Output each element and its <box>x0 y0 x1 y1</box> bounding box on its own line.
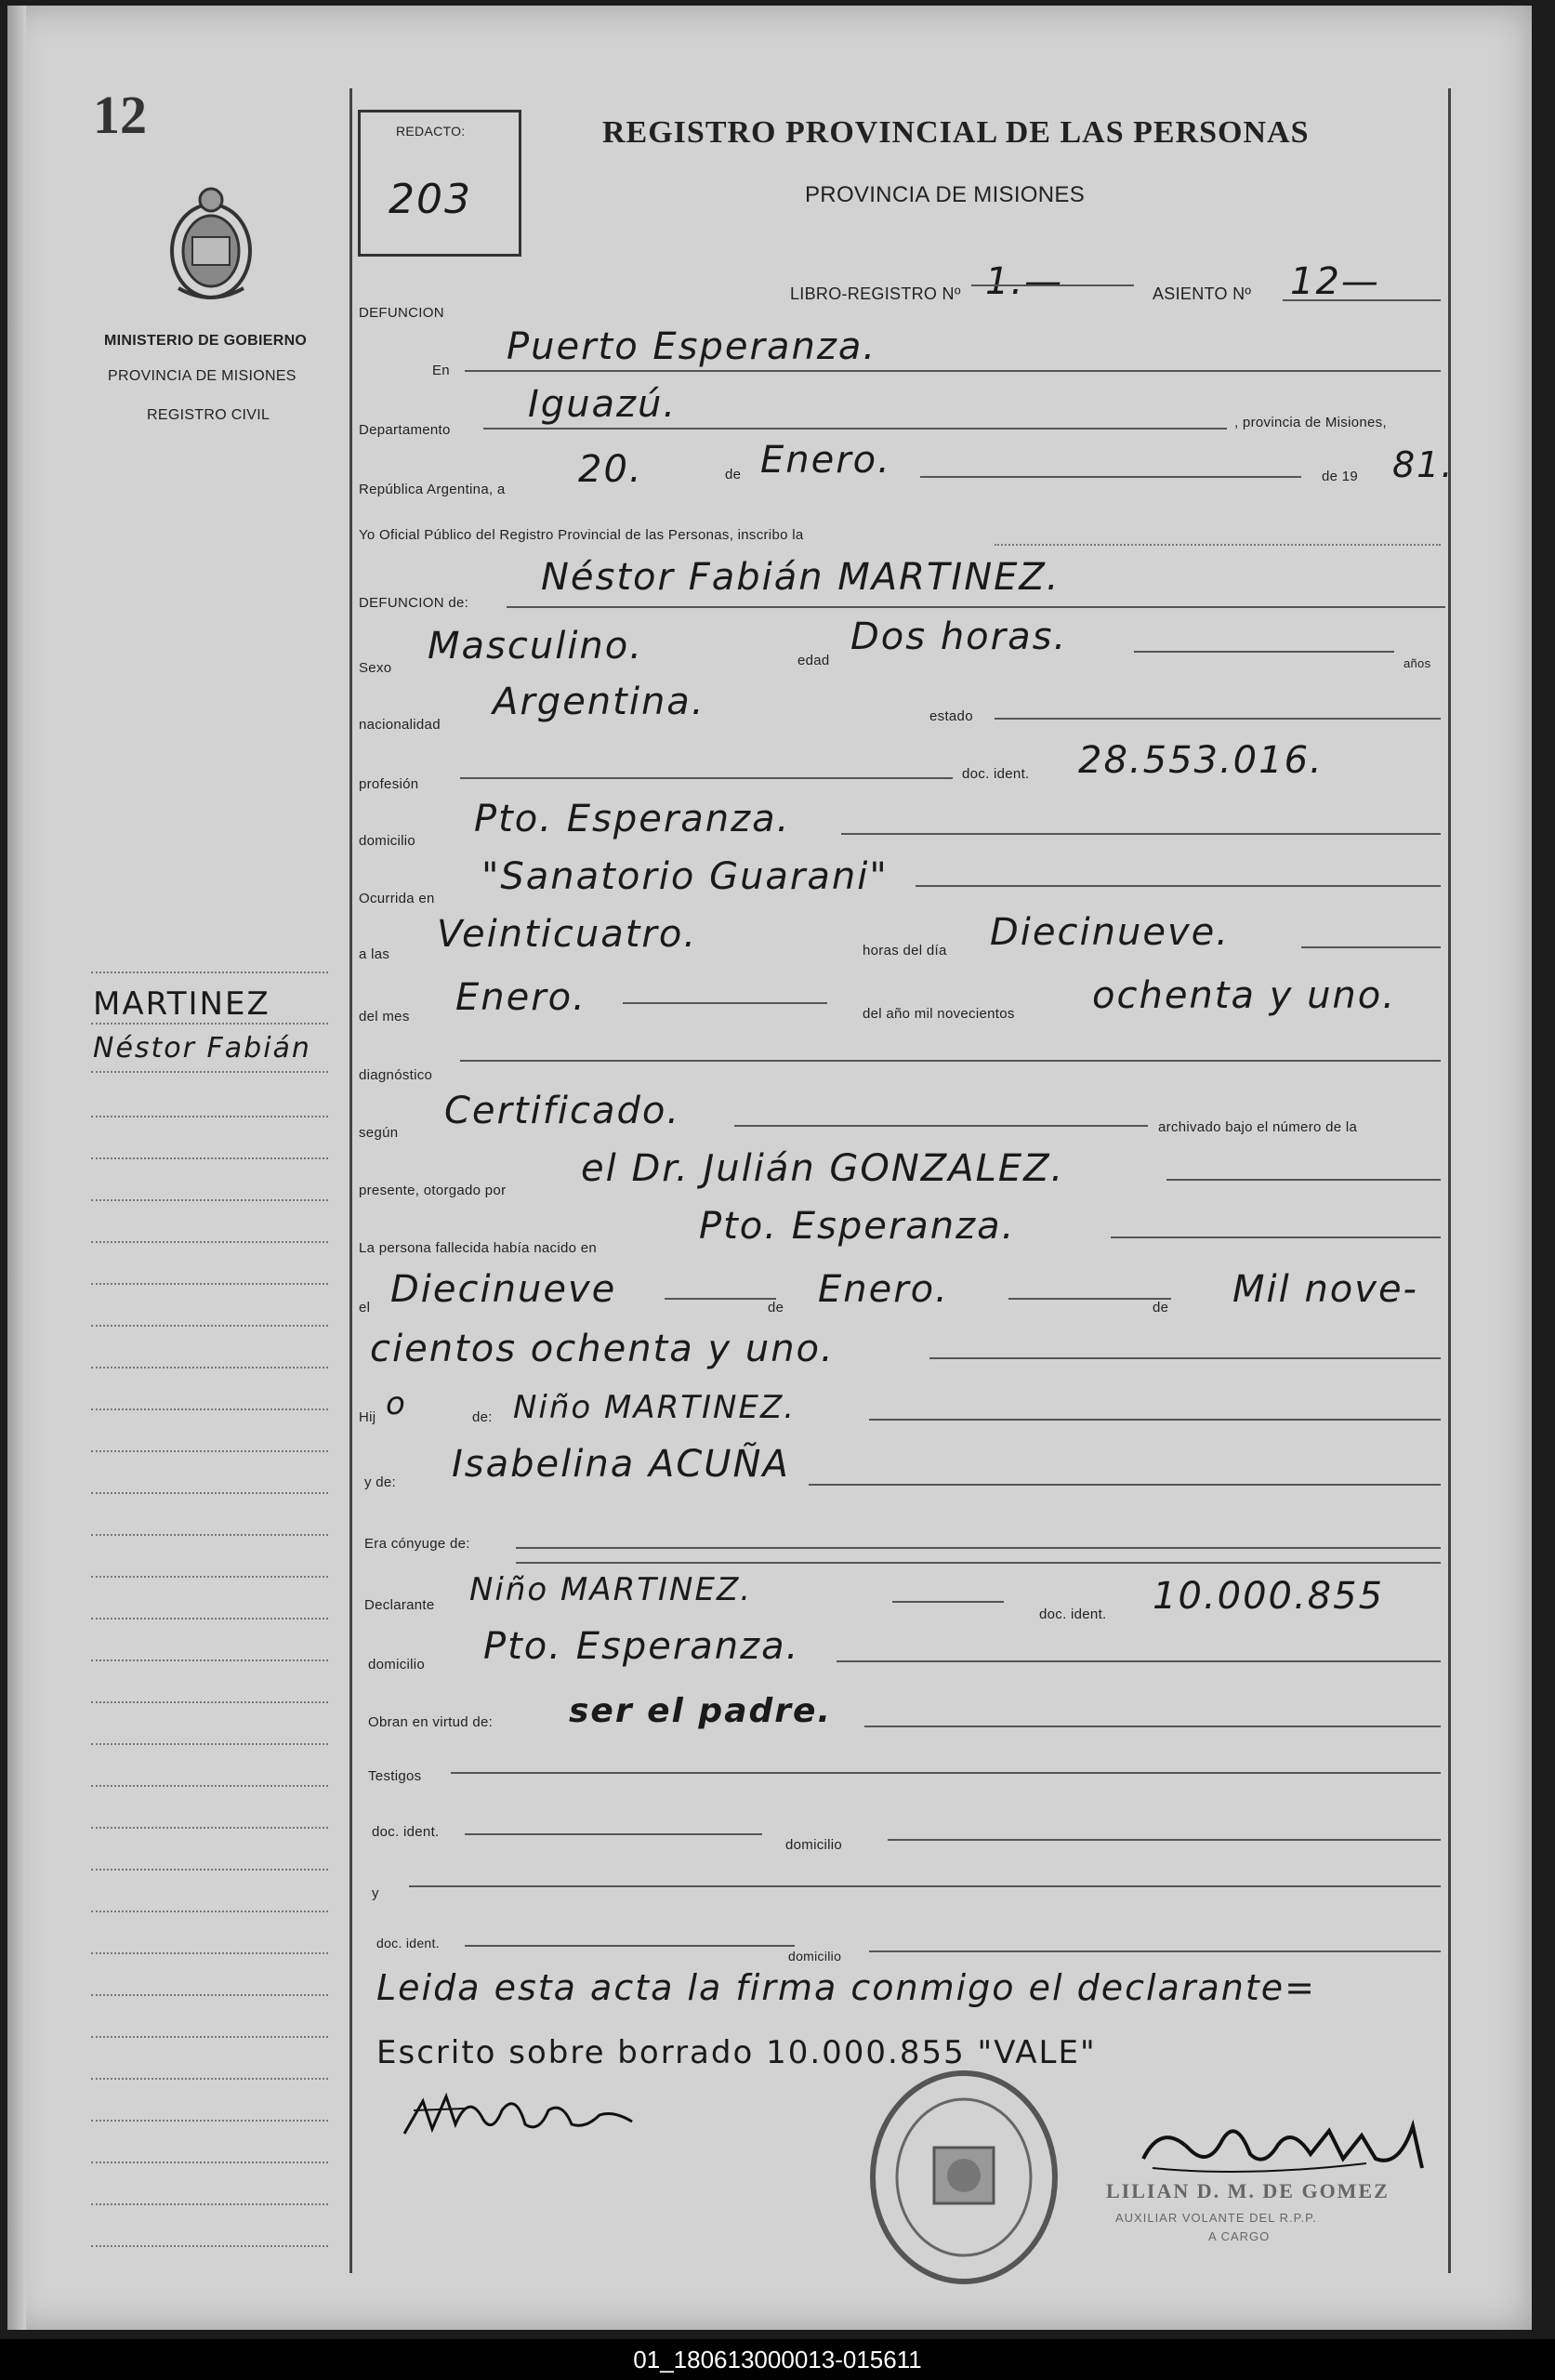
rule <box>91 1785 328 1787</box>
rule <box>888 1839 1441 1841</box>
obran-label: Obran en virtud de: <box>368 1714 494 1730</box>
rule <box>91 1199 328 1201</box>
rule <box>91 1952 328 1954</box>
asiento-value: 12— <box>1290 260 1380 303</box>
rule <box>1166 1179 1441 1181</box>
redacto-label: REDACTO: <box>396 124 466 139</box>
padre-value: Niño MARTINEZ. <box>513 1389 797 1426</box>
nacido-en-label: La persona fallecida había nacido en <box>359 1240 597 1256</box>
doc-ident-label: doc. ident. <box>962 766 1030 782</box>
testigo2-domicilio-label: domicilio <box>788 1949 842 1964</box>
rule <box>995 544 1441 546</box>
rule <box>91 2203 328 2205</box>
segun-value: Certificado. <box>444 1090 681 1132</box>
defuncion-label: DEFUNCION <box>359 305 444 321</box>
rule <box>409 1885 1441 1887</box>
rule <box>465 370 1441 372</box>
leida-text: Leida esta acta la firma conmigo el declarante= <box>376 1967 1316 2008</box>
declarante-doc-value: 10.000.855 <box>1153 1575 1385 1618</box>
official-signature <box>1134 2112 1441 2187</box>
rule <box>920 476 1301 478</box>
rule <box>91 1743 328 1745</box>
profesion-label: profesión <box>359 776 419 792</box>
otorgado-value: el Dr. Julián GONZALEZ. <box>581 1147 1065 1190</box>
rule <box>929 1357 1441 1359</box>
de-19-label: de 19 <box>1322 469 1359 484</box>
page-binding-edge <box>7 6 26 2330</box>
anos-label: años <box>1403 656 1431 670</box>
margin-note-given-names: Néstor Fabián <box>93 1032 311 1064</box>
deceased-name: Néstor Fabián MARTINEZ. <box>541 556 1061 599</box>
mes-value: Enero. <box>760 439 891 482</box>
el-label: el <box>359 1300 371 1316</box>
rule <box>91 1576 328 1578</box>
horas-dia-label: horas del día <box>863 943 947 959</box>
rule <box>483 428 1227 430</box>
y-de-label: y de: <box>364 1474 397 1490</box>
del-ano-label: del año mil novecientos <box>863 1006 1015 1022</box>
rule <box>734 1125 1148 1127</box>
official-name: LILIAN D. M. DE GOMEZ <box>1106 2179 1390 2202</box>
departamento-value: Iguazú. <box>528 383 678 426</box>
document-title: REGISTRO PROVINCIAL DE LAS PERSONAS <box>602 115 1310 150</box>
footer-image-id: 01_180613000013-015611 <box>0 2339 1555 2380</box>
rule <box>91 1023 328 1025</box>
rule <box>91 972 328 973</box>
rule <box>665 1298 776 1300</box>
edad-label: edad <box>797 653 830 668</box>
rule <box>1008 1298 1171 1300</box>
y-label: y <box>372 1885 379 1901</box>
margin-note-surname: MARTINEZ <box>93 985 270 1023</box>
republica-label: República Argentina, a <box>359 482 506 497</box>
rule <box>995 718 1441 720</box>
ocurrida-value: "Sanatorio Guarani" <box>481 855 889 898</box>
document-subtitle: PROVINCIA DE MISIONES <box>805 182 1086 207</box>
rule <box>91 1701 328 1703</box>
rule <box>91 1325 328 1327</box>
rule <box>869 1950 1441 1952</box>
rule <box>1301 946 1441 948</box>
rule <box>460 777 953 779</box>
nacido-mes-value: Enero. <box>818 1268 949 1311</box>
nacionalidad-label: nacionalidad <box>359 717 441 733</box>
en-value: Puerto Esperanza. <box>507 325 877 368</box>
ministry-label: MINISTERIO DE GOBIERNO <box>104 333 308 349</box>
domicilio-label: domicilio <box>359 833 416 849</box>
a-las-label: a las <box>359 946 390 962</box>
testigos-label: Testigos <box>368 1768 422 1784</box>
nacido-dia-value: Diecinueve <box>390 1268 617 1311</box>
rule <box>623 1002 827 1004</box>
a-las-value: Veinticuatro. <box>437 913 698 956</box>
rule <box>892 1601 1004 1603</box>
rule <box>1134 651 1394 653</box>
nacido-en-value: Pto. Esperanza. <box>699 1205 1016 1248</box>
de-label-3: de <box>1153 1300 1169 1316</box>
provincia-label: , provincia de Misiones, <box>1234 415 1387 430</box>
rule <box>91 1869 328 1871</box>
rule <box>841 833 1441 835</box>
conyuge-label: Era cónyuge de: <box>364 1536 470 1552</box>
page-number: 12 <box>93 85 147 145</box>
rule <box>91 1241 328 1243</box>
official-cargo: A CARGO <box>1208 2229 1271 2243</box>
ano-texto-value: ochenta y uno. <box>1092 974 1396 1017</box>
rule <box>91 1367 328 1368</box>
rule <box>1283 299 1441 301</box>
obran-value: ser el padre. <box>569 1692 833 1730</box>
rule <box>465 1833 762 1835</box>
rule <box>916 885 1441 887</box>
nacionalidad-value: Argentina. <box>493 681 705 723</box>
rule <box>91 1450 328 1452</box>
sexo-label: Sexo <box>359 660 392 676</box>
rule <box>971 284 1134 286</box>
redacto-value: 203 <box>389 176 472 223</box>
rule <box>91 1492 328 1494</box>
archivado-label: archivado bajo el número de la <box>1158 1119 1358 1135</box>
yo-oficial-text: Yo Oficial Público del Registro Provincial de las Personas, inscribo la <box>359 527 804 543</box>
hijo-de-label: de: <box>472 1409 493 1425</box>
rule <box>91 1157 328 1159</box>
declarant-signature <box>400 2082 641 2148</box>
official-stamp-icon <box>869 2069 1060 2287</box>
ano-value: 81. <box>1392 444 1455 485</box>
declarante-value: Niño MARTINEZ. <box>469 1571 753 1608</box>
registry-label: REGISTRO CIVIL <box>147 407 270 423</box>
domicilio-value: Pto. Esperanza. <box>474 798 791 840</box>
testigo1-domicilio-label: domicilio <box>785 1837 843 1853</box>
presente-label: presente, otorgado por <box>359 1183 507 1198</box>
libro-value: 1.— <box>985 260 1064 303</box>
rule <box>451 1772 1441 1774</box>
rule <box>91 2078 328 2080</box>
rule <box>91 2036 328 2038</box>
rule <box>91 1911 328 1912</box>
rule <box>91 2245 328 2247</box>
right-frame-line <box>1448 88 1451 2273</box>
doc-value: 28.553.016. <box>1078 739 1324 782</box>
rule <box>460 1060 1441 1062</box>
redacto-box <box>358 110 521 257</box>
rule <box>864 1726 1441 1727</box>
del-mes-value: Enero. <box>455 976 586 1019</box>
rule <box>809 1484 1441 1486</box>
rule <box>91 2120 328 2122</box>
declarante-doc-label: doc. ident. <box>1039 1606 1107 1622</box>
libro-label: LIBRO-REGISTRO Nº <box>790 284 961 303</box>
declarante-domicilio-label: domicilio <box>368 1657 426 1673</box>
sexo-value: Masculino. <box>428 625 643 668</box>
diagnostico-label: diagnóstico <box>359 1067 433 1083</box>
rule <box>507 606 1445 608</box>
nacido-ano-1: Mil nove- <box>1232 1268 1418 1311</box>
rule <box>91 1408 328 1410</box>
rule <box>516 1547 1441 1549</box>
rule <box>516 1562 1441 1564</box>
rule <box>91 2162 328 2163</box>
ocurrida-label: Ocurrida en <box>359 891 435 906</box>
rule <box>837 1660 1441 1662</box>
declarante-label: Declarante <box>364 1597 435 1613</box>
de-label: de <box>725 467 742 483</box>
hijo-suffix: o <box>386 1385 407 1422</box>
rule <box>91 1116 328 1117</box>
edad-value: Dos horas. <box>850 615 1068 658</box>
del-mes-label: del mes <box>359 1009 410 1025</box>
rule <box>869 1419 1441 1421</box>
official-role: AUXILIAR VOLANTE DEL R.P.P. <box>1115 2211 1317 2225</box>
rule <box>91 1618 328 1620</box>
dia-value: 20. <box>578 448 643 491</box>
rule <box>91 1827 328 1829</box>
nacido-ano-2: cientos ochenta y uno. <box>370 1328 835 1370</box>
de-label-2: de <box>768 1300 784 1316</box>
segun-label: según <box>359 1125 399 1141</box>
rule <box>465 1945 795 1947</box>
departamento-label: Departamento <box>359 422 451 438</box>
hijo-label: Hij <box>359 1409 376 1425</box>
rule <box>91 1994 328 1996</box>
coat-of-arms-icon <box>160 186 262 307</box>
asiento-label: ASIENTO Nº <box>1153 284 1252 303</box>
escrito-text: Escrito sobre borrado 10.000.855 "VALE" <box>376 2034 1097 2071</box>
declarante-domicilio-value: Pto. Esperanza. <box>483 1625 800 1668</box>
rule <box>91 1071 328 1073</box>
estado-label: estado <box>929 708 973 724</box>
rule <box>91 1534 328 1536</box>
rule <box>91 1283 328 1285</box>
rule <box>1111 1236 1441 1238</box>
left-frame-line <box>349 88 352 2273</box>
madre-value: Isabelina ACUÑA <box>452 1443 790 1486</box>
dia-texto-value: Diecinueve. <box>990 911 1230 954</box>
rule <box>91 1659 328 1661</box>
en-label: En <box>432 363 450 378</box>
testigo1-doc-label: doc. ident. <box>372 1824 440 1840</box>
defuncion-de-label: DEFUNCION de: <box>359 595 469 611</box>
testigo2-doc-label: doc. ident. <box>376 1936 440 1950</box>
province-label: PROVINCIA DE MISIONES <box>108 368 297 384</box>
